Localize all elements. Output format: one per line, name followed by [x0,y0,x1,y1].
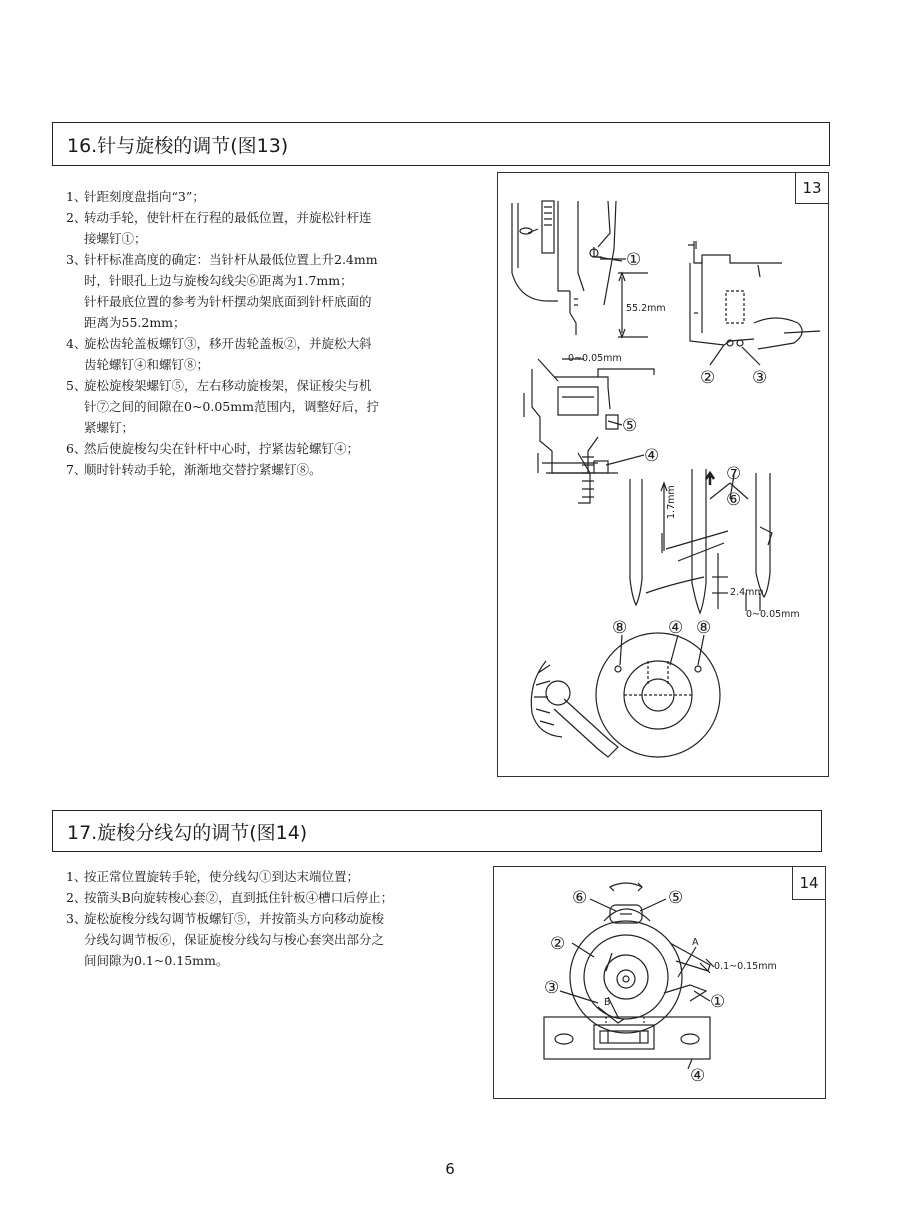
section-16-step-number: 3、 [66,252,87,267]
figure-13-number: 13 [795,172,829,204]
section-16-step-text: 时，针眼孔上边与旋梭勾线尖⑥距离为1.7mm； [84,273,353,288]
section-16-step-number: 6、 [66,441,87,456]
section-17-step-number: 2、 [66,890,87,905]
section-16-step-number: 1、 [66,189,87,204]
section-17-step-text: 分线勾调节板⑥，保证旋梭分线勾与梭心套突出部分之 [84,932,385,947]
section-17-steps [56,866,476,971]
fig13-label-7: ⑦ [726,464,742,484]
section-16-step-text: 旋松旋梭架螺钉⑤，左右移动旋梭架，保证梭尖与机 [84,378,372,393]
fig13-label-8a: ⑧ [612,618,628,638]
fig13-label-2: ② [700,368,716,388]
fig14-label-2: ② [550,934,566,954]
section-16-step-text: 顺时针转动手轮，渐渐地交替拧紧螺钉⑧。 [84,462,322,477]
section-17-step [56,908,476,971]
fig14-label-B: B [604,997,611,1008]
section-16-step-text: 转动手轮，使针杆在行程的最低位置，并旋松针杆连 [84,210,372,225]
section-16-step-text: 针距刻度盘指向“3”； [84,189,205,204]
fig13-dim-rise: 1.7mm [666,485,677,519]
fig13-label-3: ③ [752,368,768,388]
fig13-dim-552: 55.2mm [626,303,666,314]
fig14-label-5: ⑤ [668,888,684,908]
section-16-step-text: 针⑦之间的间隙在0~0.05mm范围内，调整好后，拧 [84,399,379,414]
fig13-dim-gap-bottom: 0~0.05mm [746,609,800,620]
section-17-step-number: 1、 [66,869,87,884]
section-16-step-text: 接螺钉①； [84,231,147,246]
section-16-step [56,459,476,480]
section-17-step-text: 按正常位置旋转手轮，使分线勾①到达末端位置； [84,869,360,884]
section-16-step-number: 7、 [66,462,87,477]
figure-14-number: 14 [792,866,826,900]
fig13-label-1: ① [626,250,642,270]
section-17-step-text: 旋松旋梭分线勾调节板螺钉⑤，并按箭头方向移动旋梭 [84,911,385,926]
section-16-step [56,249,476,333]
fig13-label-6: ⑥ [726,490,742,510]
fig14-dim-gap: 0.1~0.15mm [714,961,777,972]
fig14-label-4: ④ [690,1066,706,1086]
section-17-step-text: 间间隙为0.1~0.15mm。 [84,953,229,968]
fig14-label-A: A [692,937,699,948]
section-16-step-text: 然后使旋梭勾尖在针杆中心时，拧紧齿轮螺钉④； [84,441,360,456]
section-16-step-text: 紧螺钉； [84,420,135,435]
section-17-step [56,887,476,908]
section-16-step-number: 5、 [66,378,87,393]
figure-13-drawing [498,173,830,778]
fig14-label-6: ⑥ [572,888,588,908]
section-16-step-number: 4、 [66,336,87,351]
section-16-step [56,207,476,249]
section-16-step-text: 距离为55.2mm； [84,315,186,330]
fig13-dim-lift: 2.4mm [730,587,764,598]
section-16-step-text: 针杆标准高度的确定：当针杆从最低位置上升2.4mm [84,252,378,267]
section-16-steps [56,186,476,480]
figure-13 [497,172,829,777]
section-16-step [56,438,476,459]
section-17-title-text: 17.旋梭分线勾的调节(图14) [67,821,308,844]
fig13-label-5: ⑤ [622,416,638,436]
section-17-step [56,866,476,887]
section-16-title-text: 16.针与旋梭的调节(图13) [67,134,289,157]
fig13-label-4: ④ [644,446,660,466]
section-16-step-text: 齿轮螺钉④和螺钉⑧； [84,357,210,372]
section-16-step [56,375,476,438]
section-16-step-text: 旋松齿轮盖板螺钉③，移开齿轮盖板②，并旋松大斜 [84,336,372,351]
page-number: 6 [445,1160,455,1178]
section-17-title [52,810,822,852]
fig14-label-1: ① [710,992,726,1012]
fig13-dim-gap-top: 0~0.05mm [568,353,622,364]
fig14-label-3: ③ [544,978,560,998]
figure-14 [493,866,826,1099]
section-16-step [56,333,476,375]
figure-14-drawing [494,867,827,1100]
fig13-label-4b: ④ [668,618,684,638]
section-17-step-text: 按箭头B向旋转梭心套②，直到抵住针板④槽口后停止； [84,890,394,905]
fig13-label-8b: ⑧ [696,618,712,638]
section-16-step [56,186,476,207]
section-16-step-text: 针杆最底位置的参考为针杆摆动架底面到针杆底面的 [84,294,372,309]
section-16-step-number: 2、 [66,210,87,225]
section-16-title [52,122,830,166]
section-17-step-number: 3、 [66,911,87,926]
